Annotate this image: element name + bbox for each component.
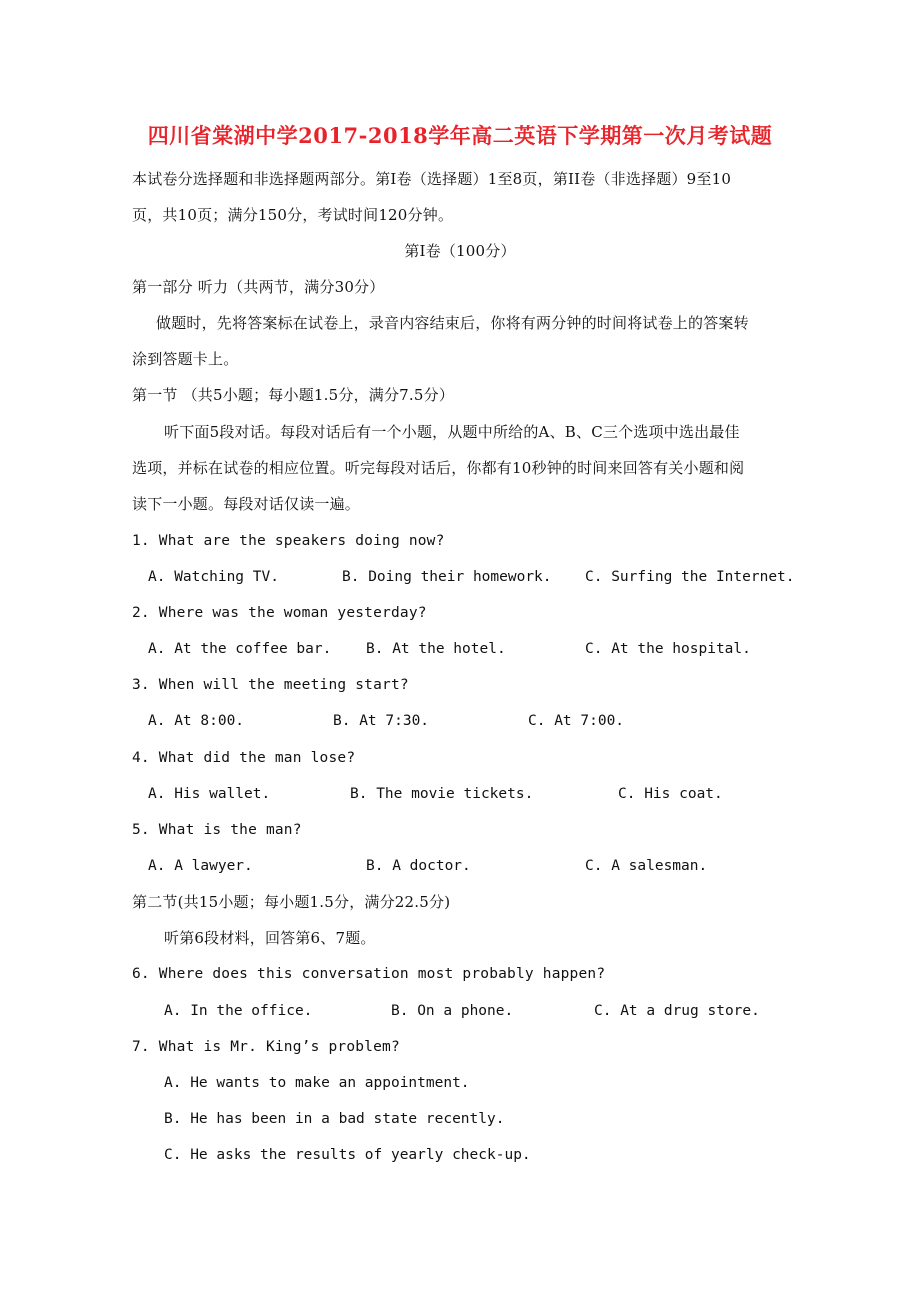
question-6-option-b: B. On a phone.	[391, 1003, 514, 1019]
intro-text-line-1: 本试卷分选择题和非选择题两部分。第Ⅰ卷（选择题）1至8页，第II卷（非选择题）9至10	[132, 170, 732, 188]
question-1-option-a: A. Watching TV.	[148, 569, 279, 585]
question-3-option-c: C. At 7:00.	[528, 713, 625, 729]
question-4-option-b: B. The movie tickets.	[350, 786, 534, 802]
question-1-option-c: C. Surfing the Internet.	[585, 569, 795, 585]
section2-instruction: 听第6段材料，回答第6、7题。	[164, 929, 376, 947]
section2-heading: 第二节(共15小题；每小题1.5分，满分22.5分)	[132, 893, 451, 911]
question-3-option-a: A. At 8:00.	[148, 713, 245, 729]
question-stem: 2. Where was the woman yesterday?	[132, 605, 427, 621]
section1-instruction-line-1: 听下面5段对话。每段对话后有一个小题，从题中所给的A、B、C三个选项中选出最佳	[164, 423, 740, 441]
section1-instruction-line-3: 读下一小题。每段对话仅读一遍。	[132, 495, 361, 513]
question-3-option-b: B. At 7:30.	[333, 713, 430, 729]
question-stem: 5. What is the man?	[132, 822, 302, 838]
intro-text-line-2: 页，共10页；满分150分，考试时间120分钟。	[132, 206, 454, 224]
question-4-option-c: C. His coat.	[618, 786, 723, 802]
question-6-option-a: A. In the office.	[164, 1003, 313, 1019]
section1-heading: 第一节 （共5小题；每小题1.5分，满分7.5分）	[132, 386, 455, 404]
question-stem: 6. Where does this conversation most probably happen?	[132, 966, 606, 982]
question-stem: 1. What are the speakers doing now?	[132, 533, 445, 549]
question-4-option-a: A. His wallet.	[148, 786, 271, 802]
question-stem: 3. When will the meeting start?	[132, 677, 409, 693]
question-2-option-a: A. At the coffee bar.	[148, 641, 332, 657]
question-5-option-b: B. A doctor.	[366, 858, 471, 874]
question-2-option-b: B. At the hotel.	[366, 641, 506, 657]
question-2-option-c: C. At the hospital.	[585, 641, 751, 657]
section1-instruction-line-2: 选项，并标在试卷的相应位置。听完每段对话后，你都有10秒钟的时间来回答有关小题和阅	[132, 459, 745, 477]
question-6-option-c: C. At a drug store.	[594, 1003, 760, 1019]
part1-instruction-line-2: 涂到答题卡上。	[132, 350, 239, 368]
part1-heading: 第一部分 听力（共两节，满分30分）	[132, 278, 385, 296]
question-stem: 4. What did the man lose?	[132, 750, 356, 766]
volume-heading: 第Ⅰ卷（100分）	[404, 242, 516, 260]
page-title: 四川省棠湖中学2017-2018学年高二英语下学期第一次月考试题	[147, 123, 773, 148]
part1-instruction-line-1: 做题时，先将答案标在试卷上，录音内容结束后，你将有两分钟的时间将试卷上的答案转	[156, 314, 749, 332]
question-stem: 7. What is Mr. King’s problem?	[132, 1039, 400, 1055]
question-7-option-b: B. He has been in a bad state recently.	[164, 1111, 505, 1127]
question-1-option-b: B. Doing their homework.	[342, 569, 552, 585]
question-5-option-c: C. A salesman.	[585, 858, 708, 874]
question-7-option-c: C. He asks the results of yearly check-up.	[164, 1147, 531, 1163]
question-5-option-a: A. A lawyer.	[148, 858, 253, 874]
question-7-option-a: A. He wants to make an appointment.	[164, 1075, 470, 1091]
